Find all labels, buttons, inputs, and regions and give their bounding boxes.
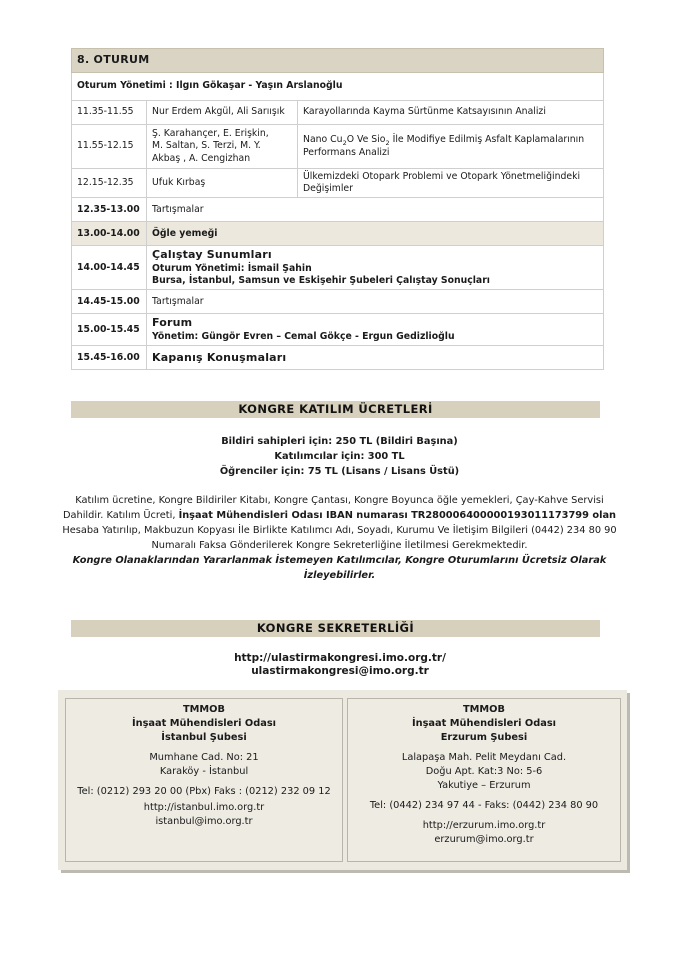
workshop-moderator: Oturum Yönetimi: İsmail Şahin <box>152 262 312 274</box>
time-cell: 13.00-14.00 <box>72 222 147 246</box>
discussion-row <box>72 198 604 222</box>
author-line: M. Saltan, S. Terzi, M. Y. <box>152 140 261 152</box>
title-part: Nano Cu <box>303 133 343 145</box>
title-cell: Ülkemizdeki Otopark Problemi ve Otopark Yönetmeliğindeki Değişimler <box>298 169 604 198</box>
fee-line: Katılımcılar için: 300 TL <box>274 451 405 462</box>
table-row <box>72 101 604 125</box>
table-row <box>72 125 604 169</box>
forum-cell <box>147 314 604 346</box>
secretariat-email-link[interactable]: ulastirmakongresi@imo.org.tr <box>251 665 429 677</box>
office-web-link[interactable]: http://erzurum.imo.org.tr <box>422 820 546 831</box>
office-chamber: İnşaat Mühendisleri Odası <box>131 718 277 729</box>
fee-line: Bildiri sahipleri için: 250 TL (Bildiri Başına) <box>221 436 458 447</box>
office-card-istanbul <box>65 698 343 862</box>
office-phone: Tel: (0442) 234 97 44 - Faks: (0442) 234 80 90 <box>369 800 599 811</box>
free-attendance-note: Kongre Olanaklarından Yararlanmak İstemeyen Katılımcılar, Kongre Oturumlarını Ücretsiz Olarak İzleyebilirler. <box>72 555 607 581</box>
fees-text: Katılım ücretine, Kongre Bildiriler Kitabı, Kongre Çantası, Kongre Boyunca öğle yemekleri, Çay-Kahve Servisi Dahildir. Katılım Ücreti, <box>62 495 604 521</box>
subscript: 2 <box>385 138 390 147</box>
time-cell: 14.45-15.00 <box>72 290 147 314</box>
session-header-row <box>72 49 604 73</box>
time-cell: 15.45-16.00 <box>72 346 147 370</box>
fees-paragraph <box>62 493 617 583</box>
office-email-link[interactable]: erzurum@imo.org.tr <box>434 834 534 845</box>
time-cell: 12.15-12.35 <box>72 169 147 198</box>
fee-line: Öğrenciler için: 75 TL (Lisans / Lisans Üstü) <box>219 466 460 477</box>
title-cell: Karayollarında Kayma Sürtünme Katsayısının Analizi <box>298 101 604 125</box>
session-moderator-row <box>72 73 604 101</box>
office-branch: İstanbul Şubesi <box>161 732 247 743</box>
iban-text: İnşaat Mühendisleri Odası IBAN numarası TR280006400000193011173799 olan <box>178 510 617 521</box>
office-address-line: Lalapaşa Mah. Pelit Meydanı Cad. <box>401 752 567 763</box>
closing-row <box>72 346 604 370</box>
office-phone: Tel: (0212) 293 20 00 (Pbx) Faks : (0212) 232 09 12 <box>77 786 331 797</box>
office-branch: Erzurum Şubesi <box>440 732 528 743</box>
title-part: O Ve Sio <box>346 133 386 145</box>
time-cell: 14.00-14.45 <box>72 246 147 290</box>
office-address-line: Yakutiye – Erzurum <box>437 780 531 791</box>
office-org: TMMOB <box>183 704 225 715</box>
session-moderators: Oturum Yönetimi : Ilgın Gökaşar - Yaşın Arslanoğlu <box>72 73 604 101</box>
forum-title: Forum <box>152 316 193 330</box>
fees-text: Hesaba Yatırılıp, Makbuzun Kopyası İle Birlikte Katılımcı Adı, Soyadı, Kurumu Ve İletişim Bilgileri (0442) 234 80 90 Numaralı Faksa Gönderilerek Kongre Sekreterliğine İletilmesi Gerekmektedir. <box>62 525 617 551</box>
forum-row <box>72 314 604 346</box>
authors-cell: Ufuk Kırbaş <box>147 169 298 198</box>
office-email-link[interactable]: istanbul@imo.org.tr <box>155 816 253 827</box>
authors-cell <box>147 125 298 169</box>
time-cell: 11.55-12.15 <box>72 125 147 169</box>
office-web-link[interactable]: http://istanbul.imo.org.tr <box>143 802 265 813</box>
office-address-line: Mumhane Cad. No: 21 <box>149 752 259 763</box>
forum-moderator: Yönetim: Güngör Evren – Cemal Gökçe - Ergun Gedizlioğlu <box>152 330 455 342</box>
discussion-row <box>72 290 604 314</box>
lunch-label: Öğle yemeği <box>147 222 604 246</box>
session-schedule-table <box>71 48 604 370</box>
lunch-row <box>72 222 604 246</box>
fee-list <box>50 434 629 479</box>
time-cell: 11.35-11.55 <box>72 101 147 125</box>
secretariat-contacts <box>140 652 540 678</box>
workshop-detail: Bursa, İstanbul, Samsun ve Eskişehir Şubeleri Çalıştay Sonuçları <box>152 274 490 286</box>
discussion-label: Tartışmalar <box>147 290 604 314</box>
session-title: 8. OTURUM <box>72 49 604 73</box>
time-cell: 15.00-15.45 <box>72 314 147 346</box>
secretariat-section-title: KONGRE SEKRETERLİĞİ <box>71 620 600 637</box>
secretariat-url-link[interactable]: http://ulastirmakongresi.imo.org.tr/ <box>234 652 446 664</box>
office-card-erzurum <box>347 698 621 862</box>
title-cell <box>298 125 604 169</box>
time-cell: 12.35-13.00 <box>72 198 147 222</box>
fees-section-title: KONGRE KATILIM ÜCRETLERİ <box>71 401 600 418</box>
authors-cell: Nur Erdem Akgül, Ali Sarıışık <box>147 101 298 125</box>
table-row <box>72 169 604 198</box>
author-line: Akbaş , A. Cengizhan <box>152 152 251 164</box>
author-line: Ş. Karahançer, E. Erişkin, <box>152 128 269 140</box>
offices-panel <box>58 690 627 870</box>
office-chamber: İnşaat Mühendisleri Odası <box>411 718 557 729</box>
closing-title: Kapanış Konuşmaları <box>147 346 604 370</box>
office-org: TMMOB <box>463 704 505 715</box>
discussion-label: Tartışmalar <box>147 198 604 222</box>
workshop-cell <box>147 246 604 290</box>
workshop-row <box>72 246 604 290</box>
office-address-line: Karaköy - İstanbul <box>159 766 249 777</box>
subscript: 2 <box>342 138 347 147</box>
office-address-line: Doğu Apt. Kat:3 No: 5-6 <box>425 766 543 777</box>
workshop-title: Çalıştay Sunumları <box>152 248 272 262</box>
title-part: İle Modifiye Edilmiş Asfalt Kaplamalarının Performans Analizi <box>303 133 585 159</box>
